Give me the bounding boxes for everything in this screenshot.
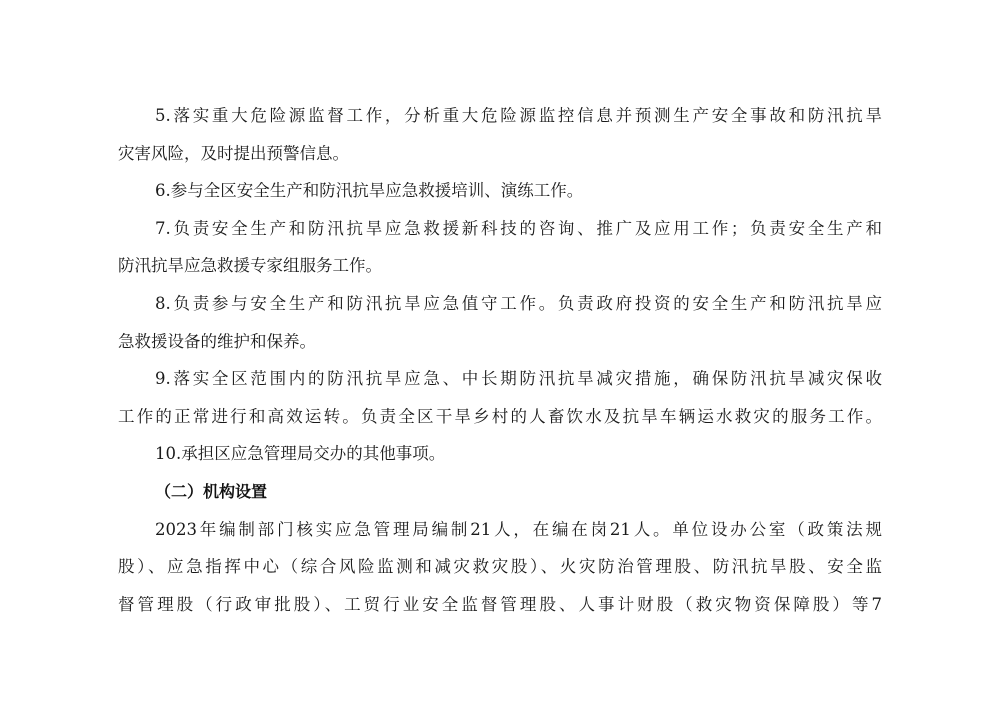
org-paragraph-line-1: 2023年编制部门核实应急管理局编制21人，在编在岗21人。单位设办公室（政策法规: [155, 519, 882, 539]
paragraph-7-line-2: 防汛抗旱应急救援专家组服务工作。: [118, 256, 382, 276]
paragraph-8-line-2: 急救援设备的维护和保养。: [118, 331, 316, 351]
paragraph-5-line-1: 5.落实重大危险源监督工作，分析重大危险源监控信息并预测生产安全事故和防汛抗旱: [155, 106, 882, 125]
paragraph-6-line-1: 6.参与全区安全生产和防汛抗旱应急救援培训、演练工作。: [155, 181, 584, 201]
section-heading: （二）机构设置: [155, 481, 268, 501]
paragraph-7-line-1: 7.负责安全生产和防汛抗旱应急救援新科技的咨询、推广及应用工作；负责安全生产和: [155, 218, 882, 238]
document-body: [118, 97, 882, 623]
paragraph-10-line-1: 10.承担区应急管理局交办的其他事项。: [155, 444, 446, 464]
org-paragraph-line-3: 督管理股（行政审批股）、工贸行业安全监督管理股、人事计财股（救灾物资保障股）等7: [118, 594, 882, 614]
paragraph-9-line-1: 9.落实全区范围内的防汛抗旱应急、中长期防汛抗旱减灾措施，确保防汛抗旱减灾保收: [155, 369, 882, 389]
paragraph-8-line-1: 8.负责参与安全生产和防汛抗旱应急值守工作。负责政府投资的安全生产和防汛抗旱应: [155, 293, 882, 313]
org-paragraph-line-2: 股）、应急指挥中心（综合风险监测和减灾救灾股）、火灾防治管理股、防汛抗旱股、安全监: [118, 557, 882, 577]
paragraph-9-line-2: 工作的正常进行和高效运转。负责全区干旱乡村的人畜饮水及抗旱车辆运水救灾的服务工作。: [118, 406, 882, 426]
paragraph-5-line-2: 灾害风险，及时提出预警信息。: [118, 143, 349, 163]
